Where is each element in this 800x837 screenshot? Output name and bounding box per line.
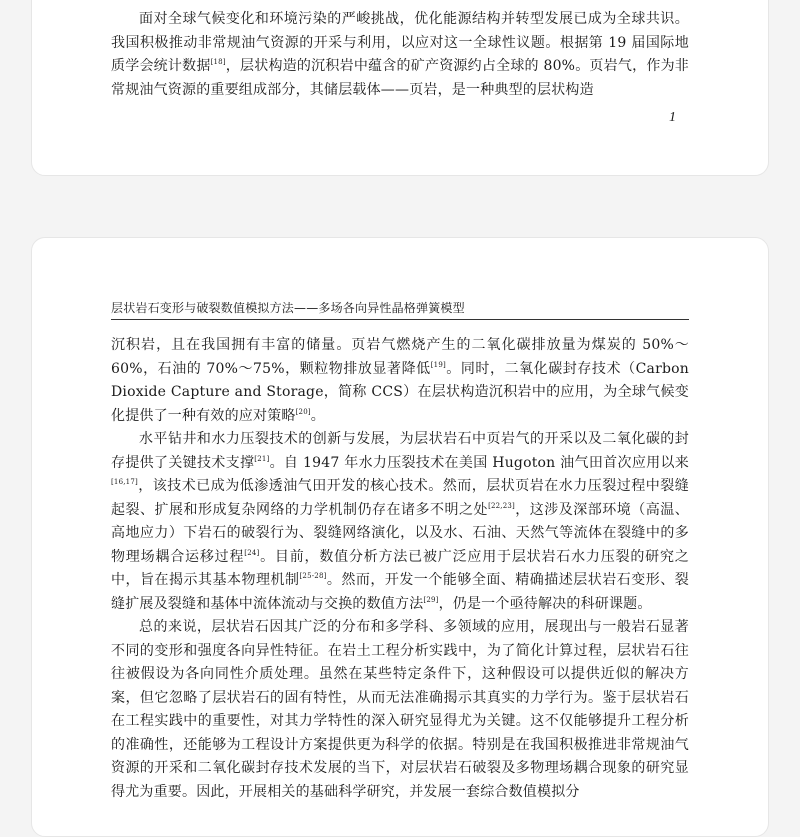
document-page-1 (31, 0, 769, 176)
page-1-body (111, 8, 689, 102)
citation-ref: [18] (210, 58, 226, 66)
paragraph: 面对全球气候变化和环境污染的严峻挑战，优化能源结构并转型发展已成为全球共识。我国积极推动非常规油气资源的开采与利用，以应对这一全球性议题。根据第 19 届国际地质学会统计数据[18]，层状构造的沉积岩中蕴含的矿产资源约占全球的 80%。页岩气，作为非常规油气资源的重要组成部分，其储层载体——页岩，是一种典型的层状构造 (111, 11, 689, 98)
citation-ref: [21] (254, 454, 270, 463)
citation-ref: [25-28] (299, 572, 327, 580)
page-2-body (111, 334, 689, 804)
citation-ref: [29] (423, 595, 439, 604)
citation-ref: [16,17] (111, 478, 138, 486)
citation-ref: [24] (244, 548, 260, 557)
document-page-2 (31, 237, 769, 837)
page-number: 1 (669, 110, 676, 125)
running-head: 层状岩石变形与破裂数值模拟方法——多场各向异性晶格弹簧模型 (111, 300, 689, 320)
citation-ref: [19] (430, 360, 446, 369)
paragraph: 水平钻井和水力压裂技术的创新与发展，为层状岩石中页岩气的开采以及二氧化碳的封存提供了关键技术支撑[21]。自 1947 年水力压裂技术在美国 Hugoton 油气田首次应用以来[16,17]，该技术已成为低渗透油气田开发的核心技术。然而，层状页岩在水力压裂过程中裂缝起裂、扩展和形成复杂网络的力学机制仍存在诸多不明之处[22,23]，这涉及深部环境（高温、高地应力）下岩石的破裂行为、裂缝网络演化，以及水、石油、天然气等流体在裂缝中的多物理场耦合运移过程[24]。目前，数值分析方法已被广泛应用于层状岩石水力压裂的研究之中，旨在揭示其基本物理机制[25-28]。然而，开发一个能够全面、精确描述层状岩石变形、裂缝扩展及裂缝和基体中流体流动与交换的数值方法[29]，仍是一个亟待解决的科研课题。 (111, 431, 689, 612)
citation-ref: [22,23] (488, 501, 515, 510)
paragraph: 总的来说，层状岩石因其广泛的分布和多学科、多领域的应用，展现出与一般岩石显著不同的变形和强度各向异性特征。在岩土工程分析实践中，为了简化计算过程，层状岩石往往被假设为各向同性介质处理。虽然在某些特定条件下，这种假设可以提供近似的解决方案，但它忽略了层状岩石的固有特性，从而无法准确揭示其真实的力学行为。鉴于层状岩石在工程实践中的重要性，对其力学特性的深入研究显得尤为关键。这不仅能够提升工程分析的准确性，还能够为工程设计方案提供更为科学的依据。特别是在我国积极推进非常规油气资源的开采和二氧化碳封存技术发展的当下，对层状岩石破裂及多物理场耦合现象的研究显得尤为重要。因此，开展相关的基础科学研究，并发展一套综合数值模拟分 (111, 619, 689, 800)
paragraph: 沉积岩，且在我国拥有丰富的储量。页岩气燃烧产生的二氧化碳排放量为煤炭的 50%～60%，石油的 70%～75%，颗粒物排放显著降低[19]。同时，二氧化碳封存技术（Carbon Dioxide Capture and Storage，简称 CCS）在层状构造沉积岩中的应用，为全球气候变化提供了一种有效的应对策略[20]。 (111, 337, 689, 424)
citation-ref: [20] (295, 407, 311, 416)
